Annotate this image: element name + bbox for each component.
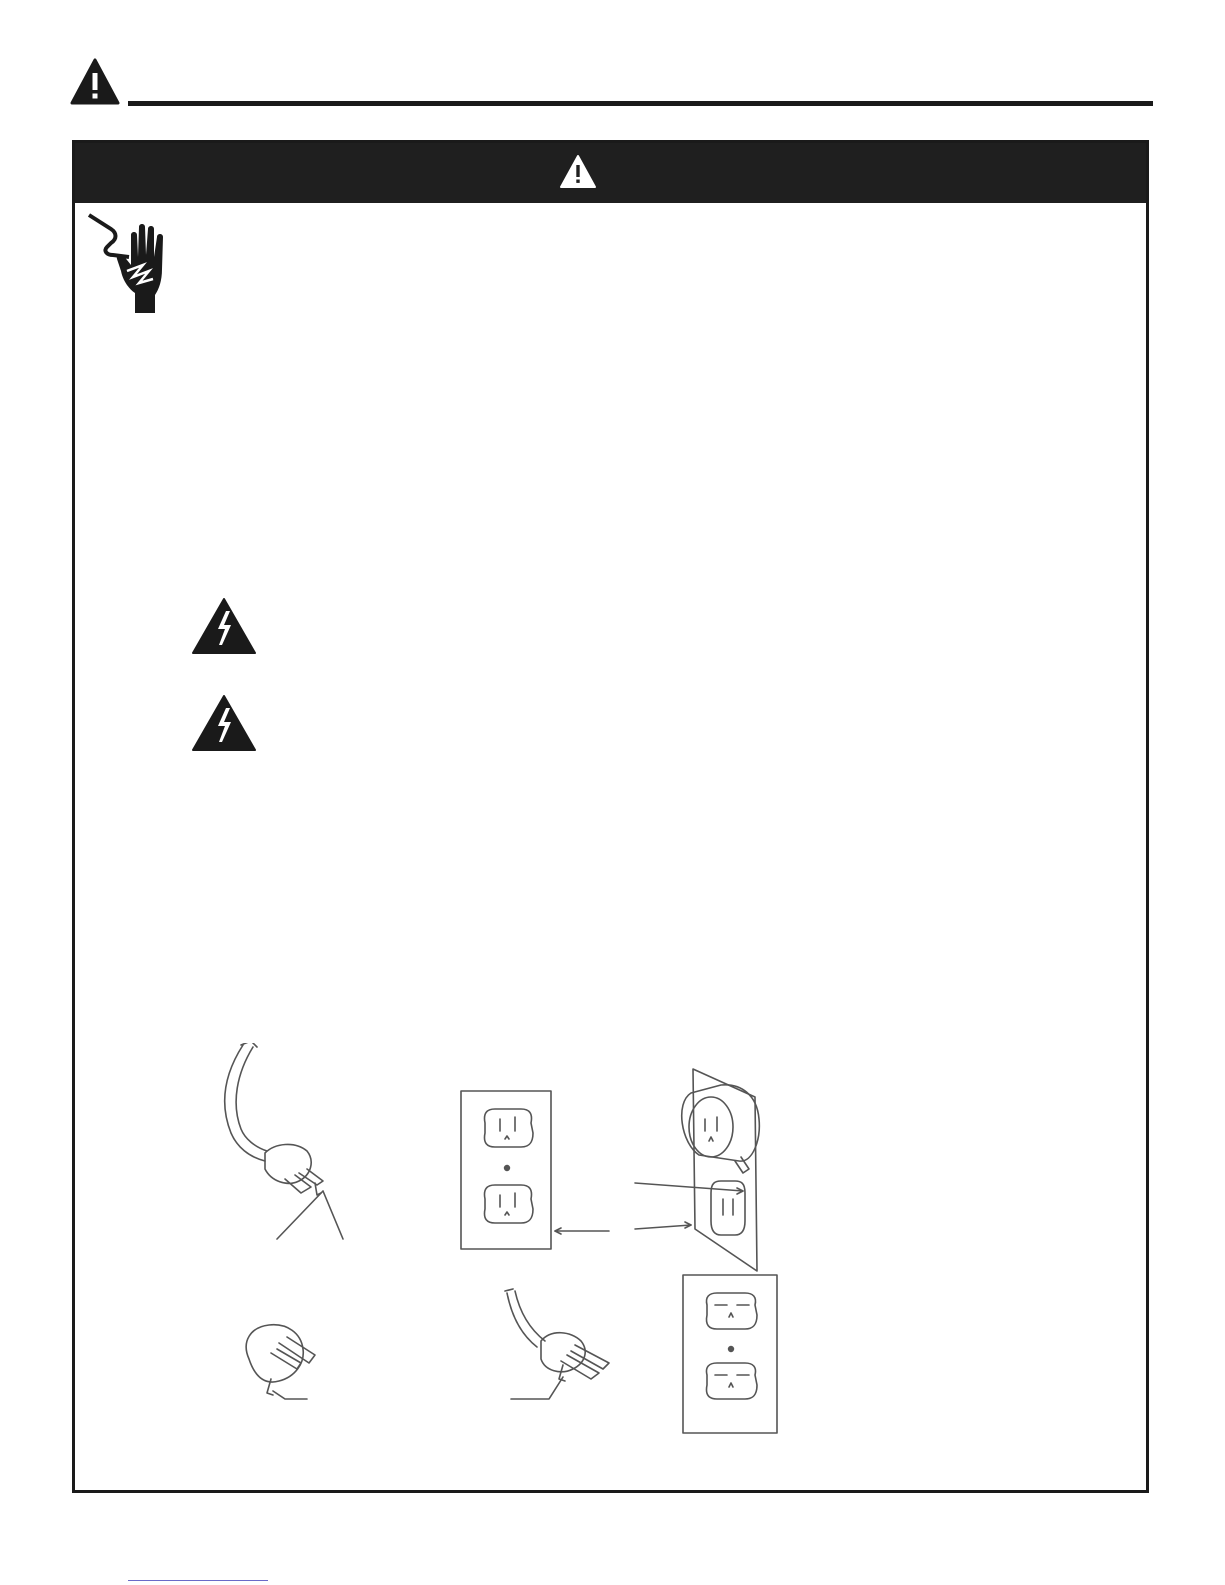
three-prong-plug — [225, 1043, 343, 1239]
warning-triangle-icon — [70, 58, 120, 106]
warning-triangle-icon — [559, 154, 597, 190]
footer-link-underline — [128, 1580, 268, 1581]
high-voltage-icon — [191, 694, 257, 752]
electric-shock-hand-icon — [83, 209, 193, 319]
grounded-duplex-outlet — [461, 1091, 609, 1249]
warning-box — [72, 140, 1149, 1493]
header-rule — [128, 101, 1153, 106]
high-voltage-duplex-outlet — [683, 1275, 777, 1433]
large-three-prong-plug — [505, 1289, 609, 1399]
high-voltage-icon — [191, 597, 257, 655]
warning-header-bar — [75, 143, 1146, 203]
adapter-in-two-slot-outlet — [635, 1069, 759, 1271]
adapter-plug — [246, 1325, 315, 1399]
plug-outlet-illustration — [215, 1043, 835, 1443]
